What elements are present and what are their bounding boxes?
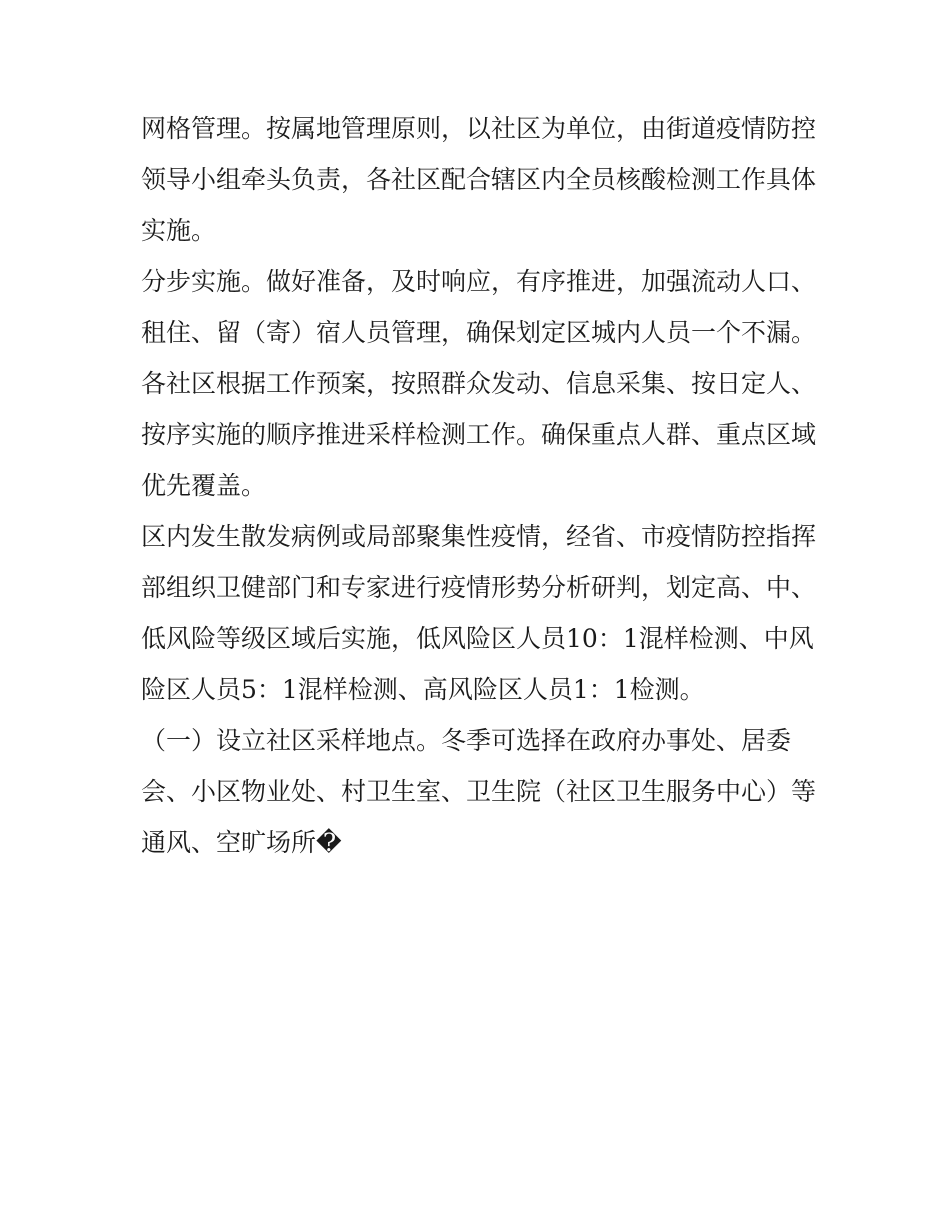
text-line: 租住、留（寄）宿人员管理，确保划定区城内人员一个不漏。 bbox=[141, 318, 817, 347]
text-line: 实施。 bbox=[141, 216, 217, 245]
text-line: 险区人员5：1混样检测、高风险区人员1：1检测。 bbox=[141, 675, 705, 704]
text-line: （一）设立社区采样地点。冬季可选择在政府办事处、居委 bbox=[141, 726, 792, 755]
text-line: 通风、空旷场所� bbox=[141, 828, 342, 857]
text-line: 按序实施的顺序推进采样检测工作。确保重点人群、重点区域 bbox=[141, 420, 817, 449]
text-line: 网格管理。按属地管理原则，以社区为单位，由街道疫情防控 bbox=[141, 114, 817, 143]
text-line: 领导小组牵头负责，各社区配合辖区内全员核酸检测工作具体 bbox=[141, 165, 817, 194]
text-line: 各社区根据工作预案，按照群众发动、信息采集、按日定人、 bbox=[141, 369, 817, 398]
text-line: 区内发生散发病例或局部聚集性疫情，经省、市疫情防控指挥 bbox=[141, 522, 817, 551]
document-body bbox=[141, 103, 816, 868]
text-line: 优先覆盖。 bbox=[141, 471, 267, 500]
text-line: 低风险等级区域后实施，低风险区人员10：1混样检测、中风 bbox=[141, 624, 814, 653]
text-line: 会、小区物业处、村卫生室、卫生院（社区卫生服务中心）等 bbox=[141, 777, 817, 806]
text-line: 部组织卫健部门和专家进行疫情形势分析研判，划定高、中、 bbox=[141, 573, 817, 602]
text-line: 分步实施。做好准备，及时响应，有序推进，加强流动人口、 bbox=[141, 267, 817, 296]
